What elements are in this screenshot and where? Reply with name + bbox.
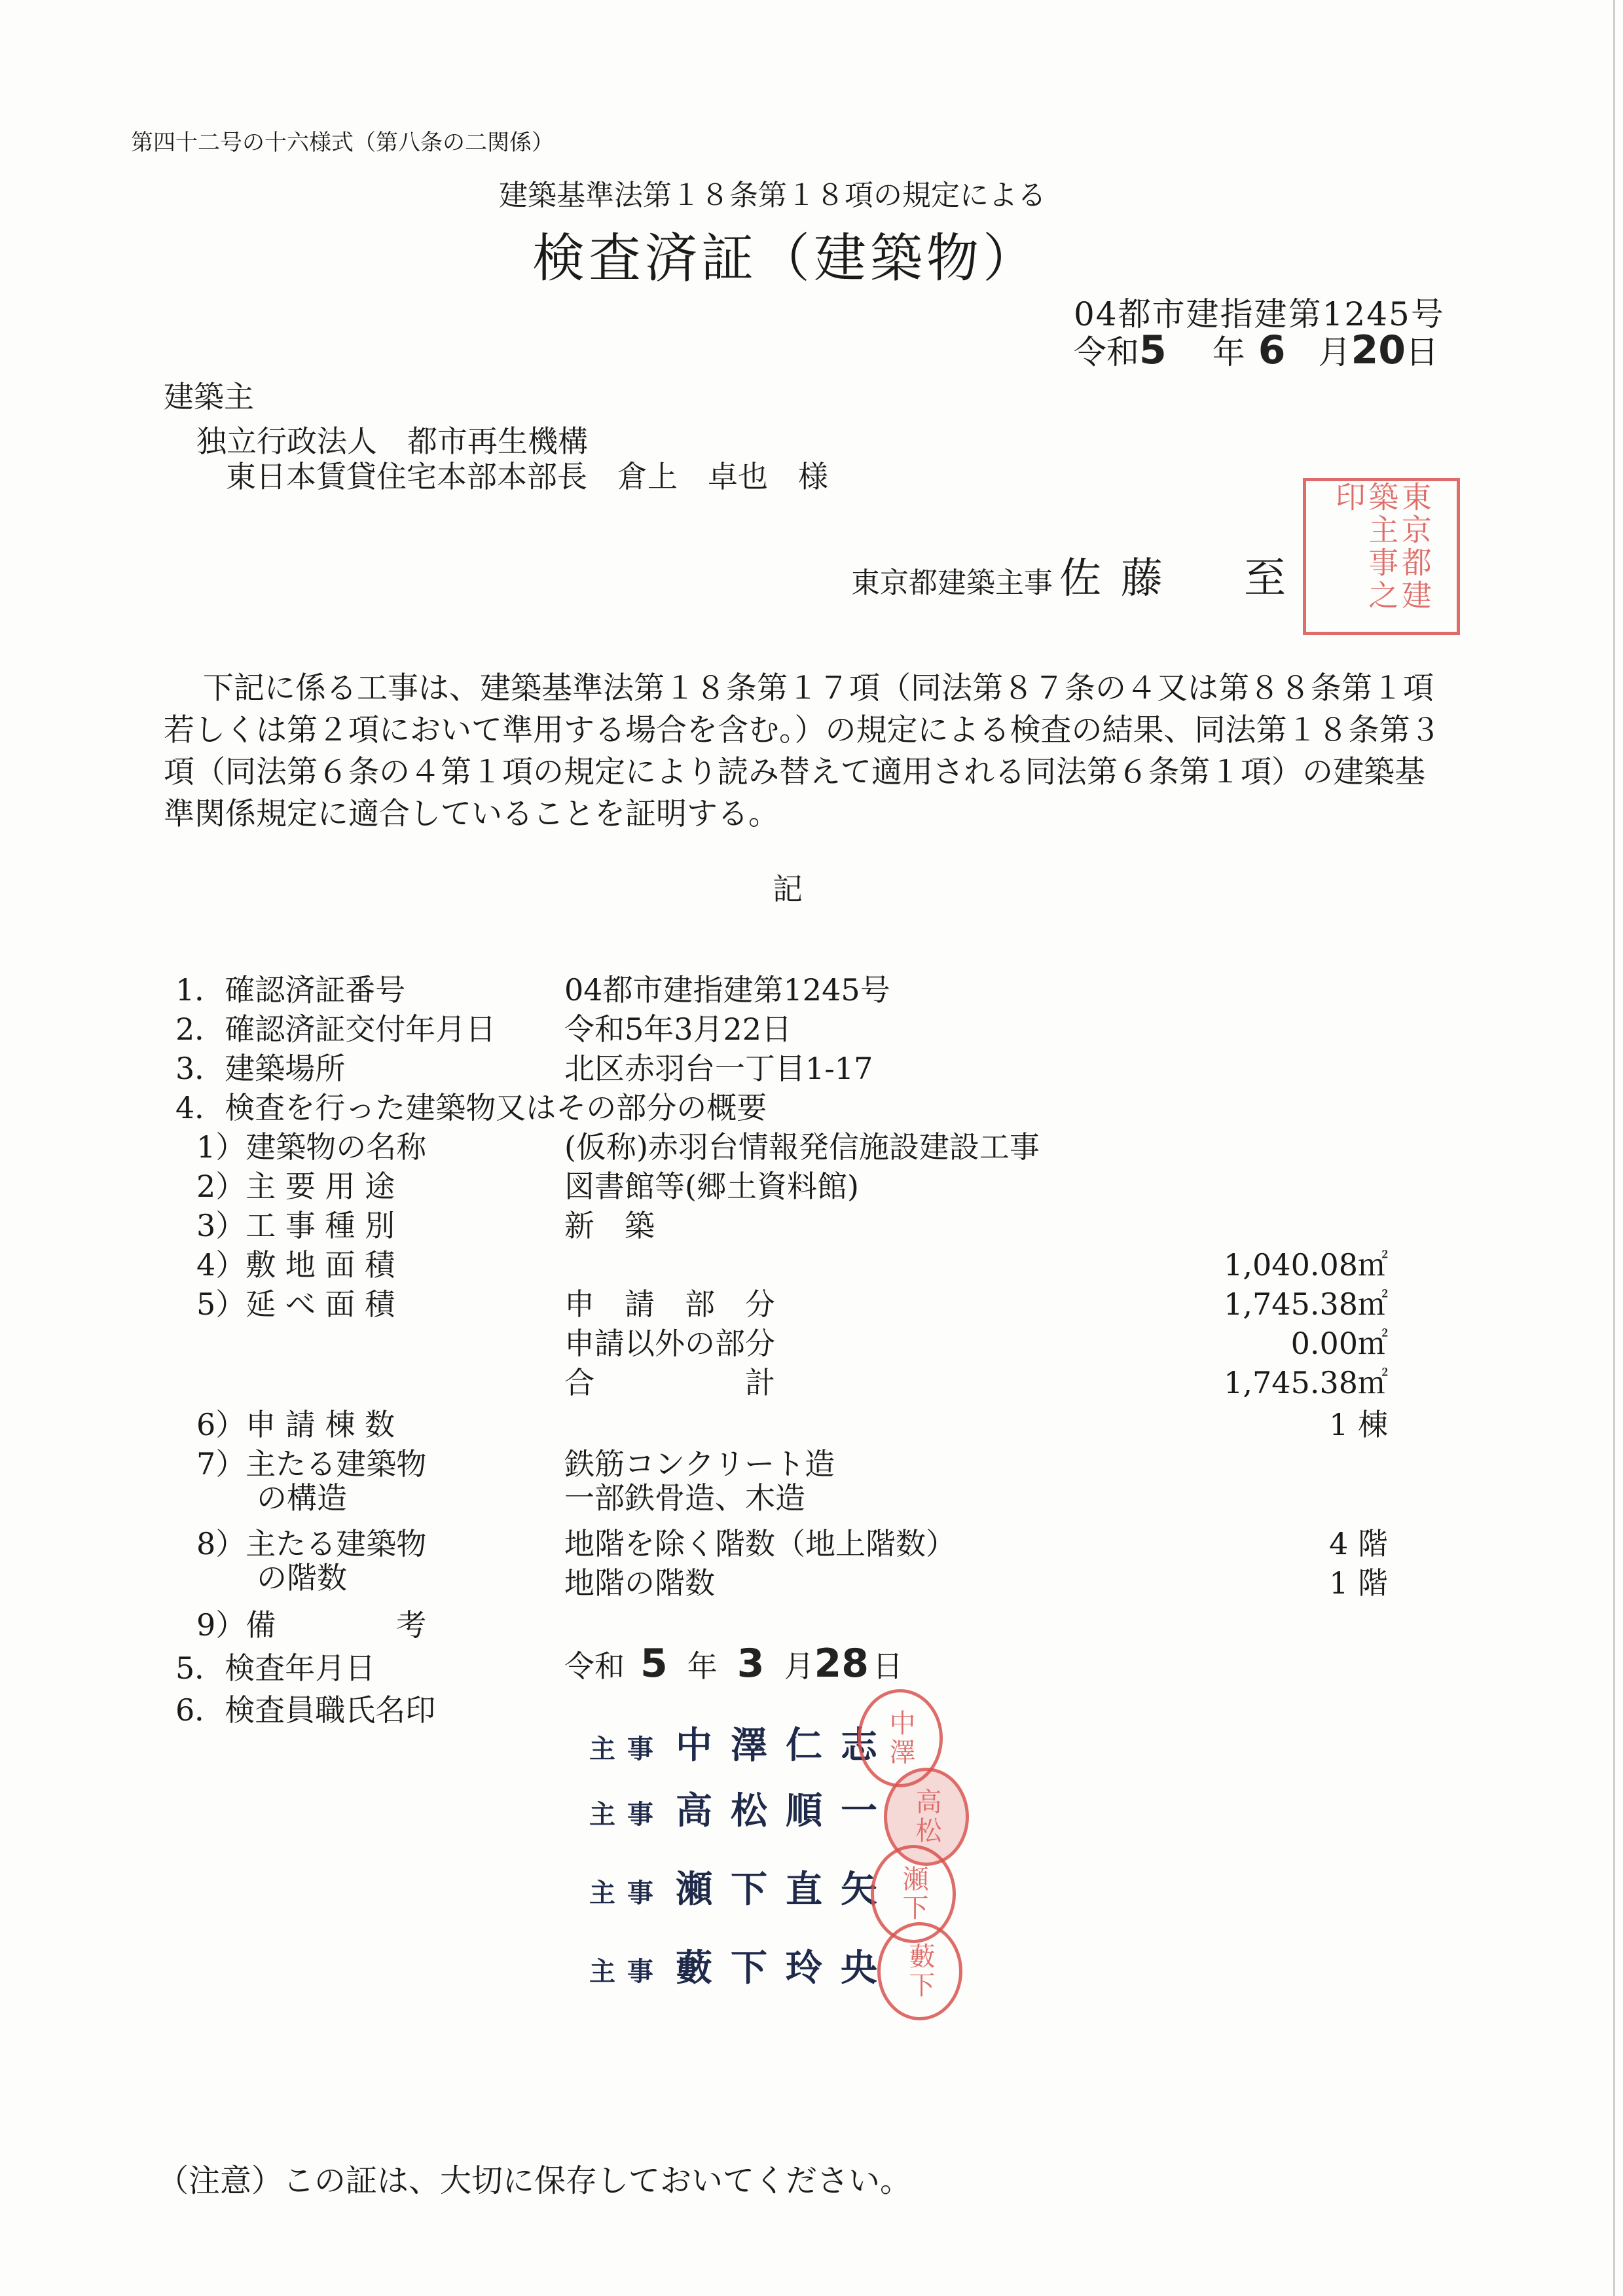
item-2-value: 令和5年3月22日 bbox=[564, 1011, 792, 1047]
sub-5-label: 5）延 べ 面 積 bbox=[196, 1286, 395, 1322]
ki-heading: 記 bbox=[773, 871, 803, 907]
sub-8-row1-value: 4 階 bbox=[1329, 1526, 1388, 1561]
sub-6-label: 6）申 請 棟 数 bbox=[196, 1407, 395, 1442]
sub-4-label: 4）敷 地 面 積 bbox=[196, 1247, 395, 1283]
owner-label: 建築主 bbox=[164, 379, 254, 414]
top-seal-stamp bbox=[714, 7, 812, 98]
sub-1-value: (仮称)赤羽台情報発信施設建設工事 bbox=[564, 1129, 1040, 1165]
sub-3-value: 新 築 bbox=[564, 1208, 655, 1243]
sub-2-value: 図書館等(郷土資料館) bbox=[564, 1169, 859, 1204]
item-4-label: 4．検査を行った建築物又はその部分の概要 bbox=[175, 1090, 767, 1125]
sub-5-row3-label: 合 計 bbox=[564, 1365, 775, 1400]
document-number: 04都市建指建第1245号 bbox=[1074, 295, 1445, 333]
inspector-4: 主事 藪下玲央 bbox=[589, 1947, 896, 1990]
sub-8-label-2: の階数 bbox=[257, 1560, 347, 1595]
notice: （注意）この証は、大切に保存しておいてください。 bbox=[157, 2162, 912, 2199]
sub-6-value: 1 棟 bbox=[1329, 1407, 1388, 1442]
inspector-2-seal: 高松 bbox=[884, 1768, 969, 1866]
item-6-label: 6．検査員職氏名印 bbox=[175, 1692, 436, 1728]
law-reference: 建築基準法第１８条第１８項の規定による bbox=[499, 179, 1046, 212]
item-3-value: 北区赤羽台一丁目1-17 bbox=[564, 1051, 873, 1086]
sub-7-value: 鉄筋コンクリート造 bbox=[564, 1446, 835, 1482]
sub-8-row2-value: 1 階 bbox=[1329, 1565, 1388, 1601]
sub-7-value-2: 一部鉄骨造、木造 bbox=[564, 1480, 805, 1516]
sub-5-row2-value: 0.00㎡ bbox=[1290, 1326, 1388, 1361]
inspector-2: 主事 高松順一 bbox=[589, 1790, 896, 1832]
inspector-1: 主事 中澤仁志 bbox=[589, 1724, 896, 1767]
official-title: 東京都建築主事 bbox=[851, 566, 1053, 600]
item-1-value: 04都市建指建第1245号 bbox=[564, 972, 890, 1008]
official-signature bbox=[851, 545, 1305, 605]
page-edge bbox=[1613, 0, 1615, 2296]
sub-8-row2-label: 地階の階数 bbox=[564, 1565, 715, 1601]
item-2-label: 2．確認済証交付年月日 bbox=[175, 1011, 496, 1047]
official-seal-stamp: 東京都建築主事之印 bbox=[1303, 478, 1460, 635]
sub-3-label: 3）工 事 種 別 bbox=[196, 1208, 395, 1243]
item-3-label: 3．建築場所 bbox=[175, 1051, 346, 1086]
sub-7-label: 7）主たる建築物 bbox=[196, 1446, 427, 1482]
item-1-label: 1．確認済証番号 bbox=[175, 972, 406, 1008]
inspector-1-seal: 中澤 bbox=[858, 1689, 943, 1787]
sub-2-label: 2）主 要 用 途 bbox=[196, 1169, 395, 1204]
document-title: 検査済証（建築物） bbox=[532, 228, 1039, 289]
owner-organization: 独立行政法人 都市再生機構 bbox=[196, 424, 588, 459]
item-5-label: 5．検査年月日 bbox=[175, 1650, 376, 1686]
sub-8-label: 8）主たる建築物 bbox=[196, 1526, 427, 1561]
issue-date: 令和5 年 6 月20日 bbox=[1074, 327, 1438, 373]
sub-5-row1-label: 申 請 部 分 bbox=[564, 1286, 775, 1322]
sub-9-label: 9）備 考 bbox=[196, 1607, 427, 1643]
sub-5-row3-value: 1,745.38㎡ bbox=[1224, 1365, 1388, 1400]
sub-8-row1-label: 地階を除く階数（地上階数） bbox=[564, 1526, 956, 1561]
inspector-3: 主事 瀬下直矢 bbox=[589, 1868, 896, 1911]
sub-4-value: 1,040.08㎡ bbox=[1224, 1247, 1388, 1283]
inspector-3-seal: 瀬下 bbox=[871, 1845, 956, 1943]
inspector-4-seal: 藪下 bbox=[877, 1922, 962, 2020]
sub-1-label: 1）建築物の名称 bbox=[196, 1129, 427, 1165]
inspection-date: 令和 5 年 3 月28 日 bbox=[564, 1641, 903, 1686]
certification-statement: 下記に係る工事は、建築基準法第１８条第１７項（同法第８７条の４又は第８８条第１項若しくは第２項において準用する場合を含む。）の規定による検査の結果、同法第１８条第３項（同法第６条の４第１項の規定により読み替えて適用される同法第６条第１項）の建築基準関係規定に適合していることを証明する。 bbox=[164, 670, 1441, 832]
form-number: 第四十二号の十六様式（第八条の二関係） bbox=[131, 130, 554, 156]
sub-5-row2-label: 申請以外の部分 bbox=[564, 1326, 775, 1361]
sub-7-label-2: の構造 bbox=[257, 1480, 347, 1516]
sub-5-row1-value: 1,745.38㎡ bbox=[1224, 1286, 1388, 1322]
owner-representative: 東日本賃貸住宅本部本部長 倉上 卓也 様 bbox=[226, 459, 828, 494]
official-name: 佐藤 至 bbox=[1059, 555, 1305, 603]
